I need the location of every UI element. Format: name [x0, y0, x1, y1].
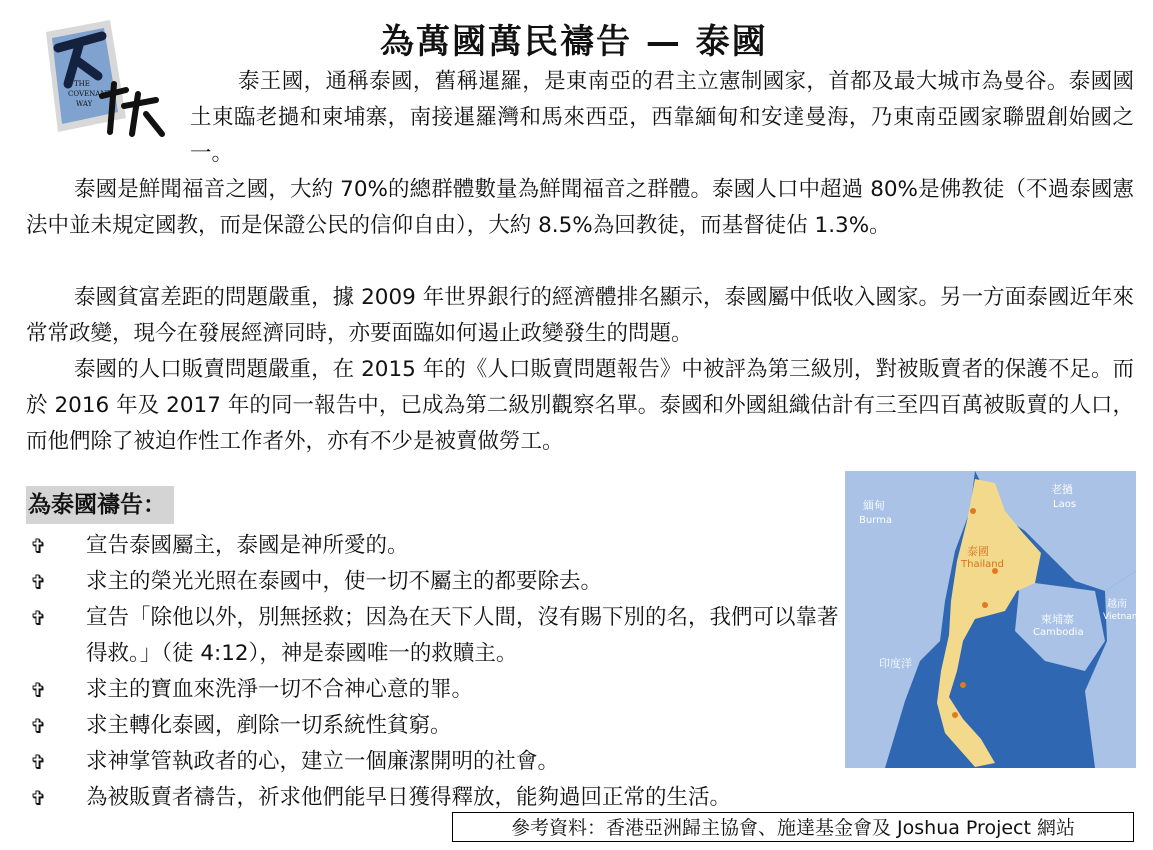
cross-bullet-icon: ✞ [30, 678, 47, 702]
prayer-heading: 為泰國禱告： [26, 486, 174, 524]
map-label-cambodia-zh: 柬埔寨 [1041, 613, 1074, 626]
logo-top-text: THE [74, 80, 90, 88]
map-label-burma-en: Burma [859, 515, 893, 526]
reference-box: 參考資料：香港亞洲歸主協會、施達基金會及 Joshua Project 網站 [452, 812, 1134, 842]
prayer-item [26, 780, 846, 816]
prayer-item [26, 708, 846, 744]
logo-bottom-text: WAY [76, 100, 93, 108]
prayer-item-text: 求主的寶血來洗淨一切不合神心意的罪。 [86, 677, 474, 702]
prayer-item-text: 宣告「除他以外，別無拯救；因為在天下人間，沒有賜下別的名，我們可以靠著得救。」（徒 4:12），神是泰國唯一的救贖主。 [86, 605, 839, 666]
covenant-way-logo [28, 14, 178, 144]
cross-bullet-icon: ✞ [30, 750, 47, 774]
cross-bullet-icon: ✞ [30, 606, 47, 630]
map-label-burma-zh: 緬甸 [863, 499, 885, 512]
prayer-item-text: 求主轉化泰國，剷除一切系統性貧窮。 [86, 713, 452, 738]
map-label-ocean-zh: 印度洋 [879, 657, 912, 670]
prayer-item-text: 求神掌管執政者的心，建立一個廉潔開明的社會。 [86, 749, 560, 774]
cross-bullet-icon: ✞ [30, 570, 47, 594]
map-label-thailand-en: Thailand [961, 559, 1004, 570]
thailand-map [845, 471, 1141, 768]
prayer-item [26, 744, 846, 780]
map-label-vietnam-en: Vietnam [1103, 612, 1141, 622]
map-label-laos-en: Laos [1053, 499, 1077, 510]
religion-paragraph: 泰國是鮮聞福音之國，大約 70%的總群體數量為鮮聞福音之群體。泰國人口中超過 80%是佛教徒（不過泰國憲法中並未規定國教，而是保證公民的信仰自由），大約 8.5%為回教徒，而基督徒佔 1.3%。 [26, 177, 1134, 238]
prayer-item-text: 求主的榮光光照在泰國中，使一切不屬主的都要除去。 [86, 569, 603, 594]
cross-bullet-icon: ✞ [30, 786, 47, 810]
logo-middle-text: COVENANT [68, 90, 112, 98]
trafficking-paragraph: 泰國的人口販賣問題嚴重，在 2015 年的《人口販賣問題報告》中被評為第三級別，對被販賣者的保護不足。而於 2016 年及 2017 年的同一報告中，已成為第二級別觀察名單。泰國和外國組織估計有三至四百萬被販賣的人口，而他們除了被迫作性工作者外，亦有不少是被賣做勞工。 [26, 357, 1134, 454]
prayer-item [26, 564, 846, 600]
cross-bullet-icon: ✞ [30, 534, 47, 558]
cross-bullet-icon: ✞ [30, 714, 47, 738]
map-label-vietnam-zh: 越南 [1107, 599, 1127, 610]
prayer-item-text: 為被販賣者禱告，祈求他們能早日獲得釋放，能夠過回正常的生活。 [86, 785, 732, 810]
prayer-list [26, 528, 846, 816]
intro-paragraph: 泰王國，通稱泰國，舊稱暹羅，是東南亞的君主立憲制國家，首都及最大城市為曼谷。泰國國土東臨老撾和柬埔寨，南接暹羅灣和馬來西亞，西靠緬甸和安達曼海，乃東南亞國家聯盟創始國之一。 [190, 69, 1134, 166]
economy-paragraph: 泰國貧富差距的問題嚴重，據 2009 年世界銀行的經濟體排名顯示，泰國屬中低收入國家。另一方面泰國近年來常常政變，現今在發展經濟同時，亦要面臨如何遏止政變發生的問題。 [26, 285, 1134, 346]
prayer-item [26, 672, 846, 708]
prayer-item [26, 528, 846, 564]
map-label-laos-zh: 老撾 [1051, 483, 1073, 496]
prayer-item-text: 宣告泰國屬主，泰國是神所愛的。 [86, 533, 409, 558]
map-label-thailand-zh: 泰國 [967, 545, 989, 558]
map-label-cambodia-en: Cambodia [1033, 627, 1084, 638]
prayer-item [26, 600, 846, 672]
page-title: 為萬國萬民禱告 — 泰國 [380, 22, 768, 62]
